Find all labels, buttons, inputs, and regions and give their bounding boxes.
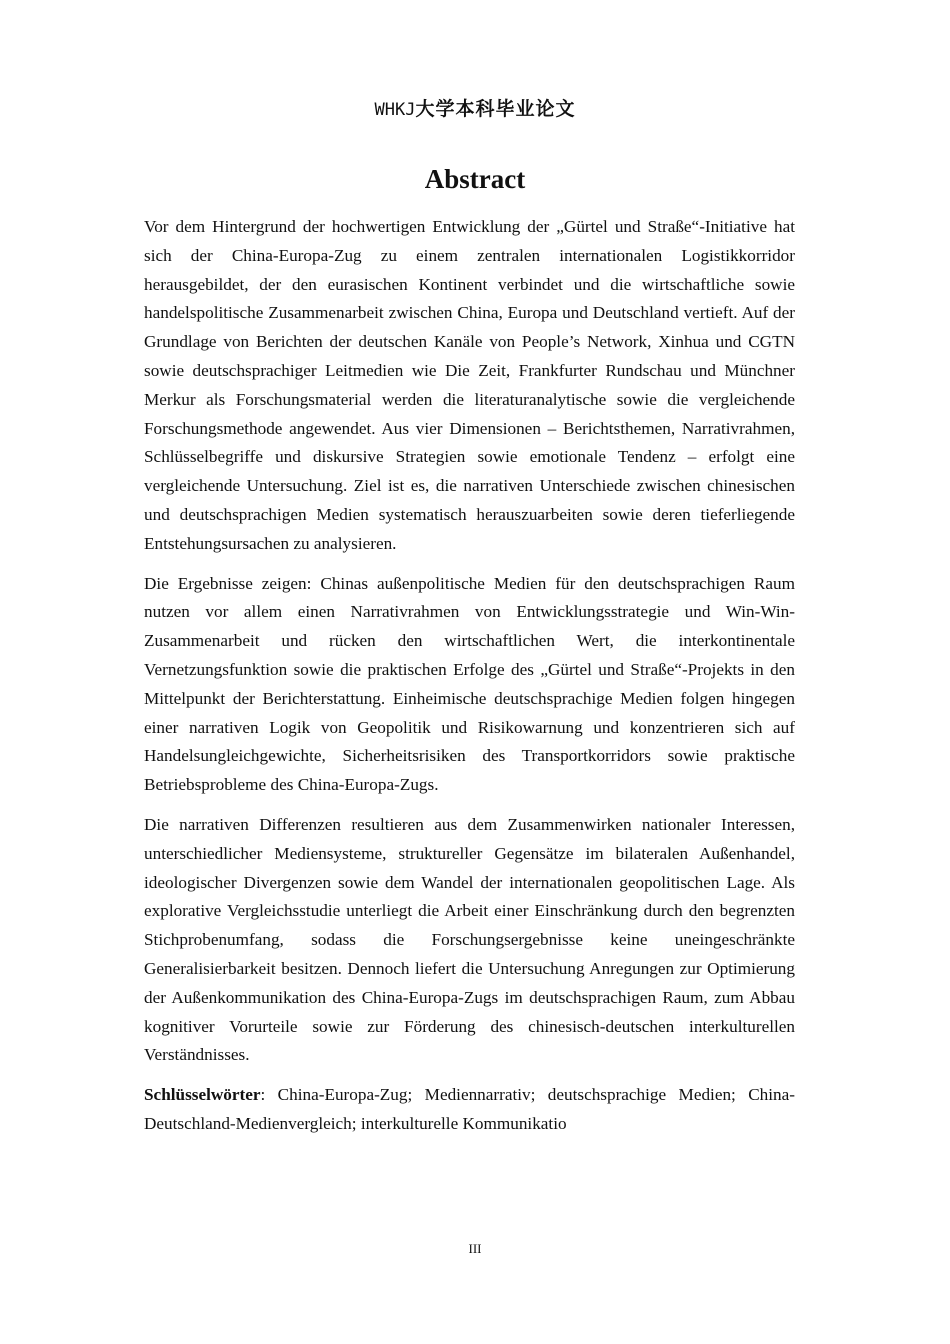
abstract-title: Abstract (424, 164, 526, 194)
abstract-paragraph-2: Die Ergebnisse zeigen: Chinas außenpolitische Medien für den deutschsprachigen Raum nutzen vor allem einen Narrativrahmen von Entwicklungsstrategie und Win-Win-Zusammenarbeit und rücken den wirtschaftlichen Wert, die interkontinentale Vernetzungsfunktion sowie die praktischen Erfolge des „Gürtel und Straße“-Projekts in den Mittelpunkt der Berichterstattung. Einheimische deutschsprachige Medien folgen hingegen einer narrativen Logik von Geopolitik und Risikowarnung und konzentrieren sich auf Handelsungleichgewichte, Sicherheitsrisiken des Transportkorridors sowie praktische Betriebsprobleme des China-Europa-Zugs. (144, 573, 795, 795)
keywords-text: China-Europa-Zug; Mediennarrativ; deutschsprachige Medien; China-Deutschland-Medienvergleich; interkulturelle Kommunikatio (144, 1085, 796, 1133)
header-thesis-label: 大学本科毕业论文 (415, 98, 576, 120)
header-institution-code: WHKJ (374, 100, 416, 120)
abstract-paragraph-3: Die narrativen Differenzen resultieren aus dem Zusammenwirken nationaler Interessen, unterschiedlicher Mediensysteme, struktureller Gegensätze im bilateralen Außenhandel, ideologischer Divergenzen sowie dem Wandel der internationalen geopolitischen Lage. Als explorative Vergleichsstudie unterliegt die Arbeit einer Einschränkung durch den begrenzten Stichprobenumfang, sodass die Forschungsergebnisse keine uneingeschränkte Generalisierbarkeit besitzen. Dennoch liefert die Untersuchung Anregungen zur Optimierung der Außenkommunikation des China-Europa-Zugs im deutschsprachigen Raum, zum Abbau kognitiver Vorurteile sowie zur Förderung des chinesisch-deutschen interkulturellen Verständnisses. (144, 814, 795, 1065)
abstract-paragraph-1: Vor dem Hintergrund der hochwertigen Entwicklung der „Gürtel und Straße“-Initiative hat sich der China-Europa-Zug zu einem zentralen internationalen Logistikkorridor herausgebildet, der den eurasischen Kontinent verbindet und die wirtschaftliche sowie handelspolitische Zusammenarbeit zwischen China, Europa und Deutschland vertieft. Auf der Grundlage von Berichten der deutschen Kanäle von People’s Network, Xinhua und CGTN sowie deutschsprachiger Leitmedien wie Die Zeit, Frankfurter Rundschau und Münchner Merkur als Forschungsmaterial werden die literaturanalytische sowie die vergleichende Forschungsmethode angewendet. Aus vier Dimensionen – Berichtsthemen, Narrativrahmen, Schlüsselbegriffe und diskursive Strategien sowie emotionale Tendenz – erfolgt eine vergleichende Untersuchung. Ziel ist es, die narrativen Unterschiede zwischen chinesischen und deutschsprachigen Medien systematisch herauszuarbeiten sowie deren tieferliegende Entstehungsursachen zu analysieren. (144, 217, 795, 553)
abstract-body (144, 213, 795, 1150)
keywords-label: Schlüsselwörter (144, 1085, 261, 1105)
keywords-separator: : (260, 1085, 278, 1105)
page-number: III (468, 1241, 482, 1256)
keywords-line (144, 1081, 795, 1139)
running-header (0, 94, 950, 121)
